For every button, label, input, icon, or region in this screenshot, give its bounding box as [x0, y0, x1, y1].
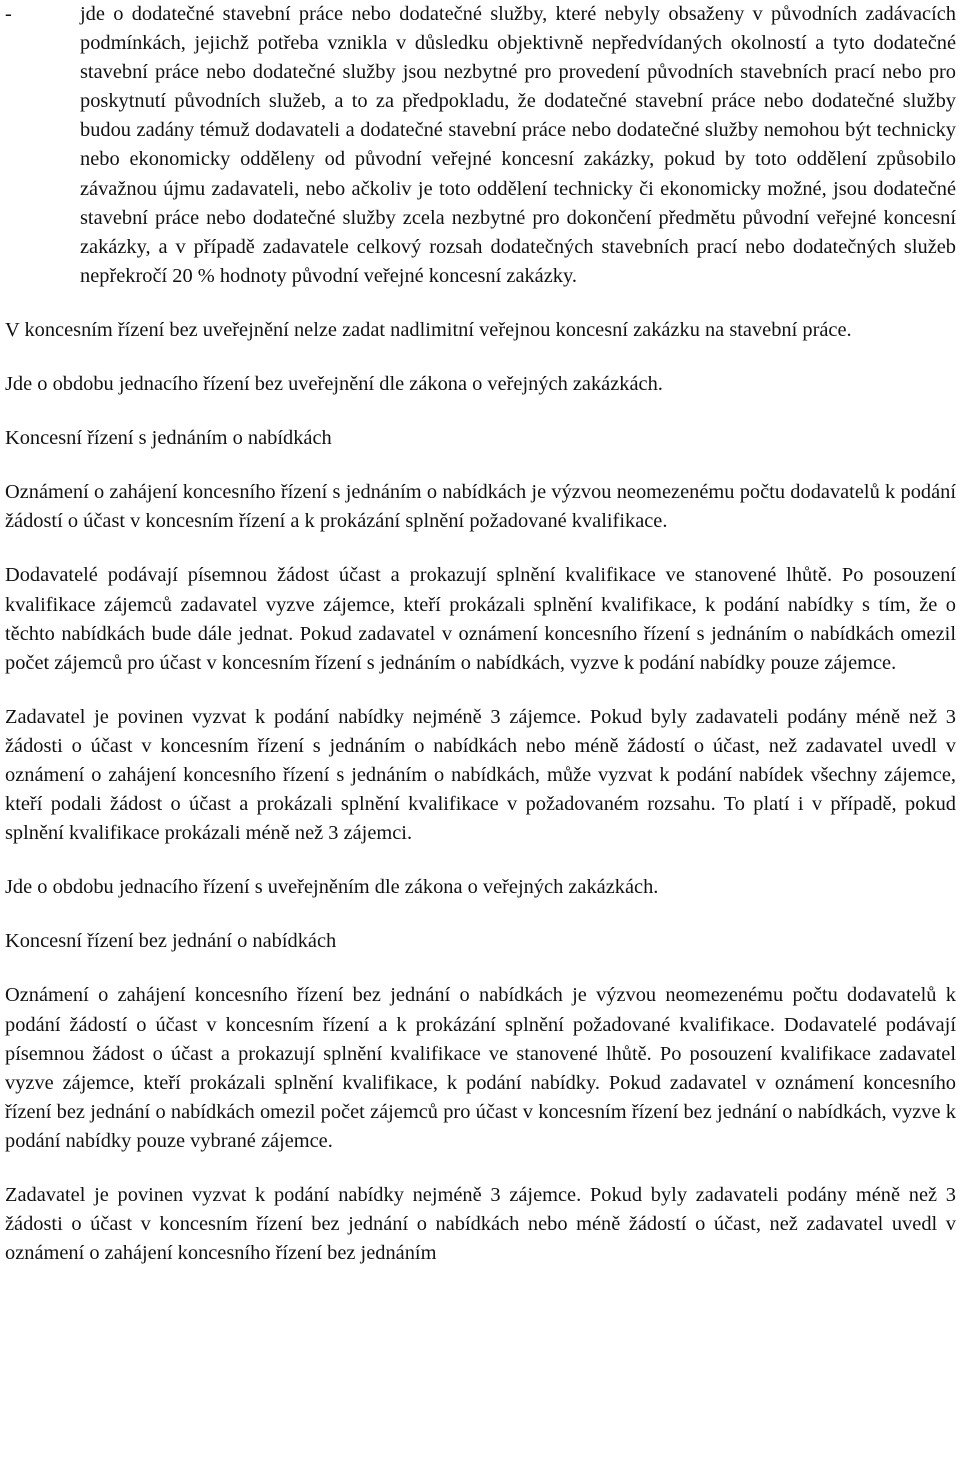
list-item	[5, 0, 956, 291]
paragraph: Jde o obdobu jednacího řízení bez uveřejnění dle zákona o veřejných zakázkách.	[5, 373, 663, 396]
paragraph: Jde o obdobu jednacího řízení s uveřejněním dle zákona o veřejných zakázkách.	[5, 876, 659, 899]
paragraph: Oznámení o zahájení koncesního řízení s jednáním o nabídkách je výzvou neomezenému počtu dodavatelů k podání žádostí o účast v koncesním řízení a k prokázání splnění požadované kvalifikace.	[5, 481, 956, 533]
paragraph: V koncesním řízení bez uveřejnění nelze zadat nadlimitní veřejnou koncesní zakázku na stavební práce.	[5, 318, 852, 341]
section-heading: Koncesní řízení s jednáním o nabídkách	[5, 427, 332, 450]
list-item-text: jde o dodatečné stavební práce nebo dodatečné služby, které nebyly obsaženy v původních zadávacích podmínkách, jejichž potřeba vznikla v důsledku objektivně nepředvídaných okolností a tyto dodatečné stavební práce nebo dodatečné služby jsou nezbytné pro provedení původních stavebních prací nebo pro poskytnutí původních služeb, a to za předpokladu, že dodatečné stavební práce nebo dodatečné služby budou zadány témuž dodavateli a dodatečné stavební práce nebo dodatečné služby nemohou být technicky nebo ekonomicky odděleny od původní veřejné koncesní zakázky, pokud by toto oddělení způsobilo závažnou újmu zadavateli, nebo ačkoliv je toto oddělení technicky či ekonomicky možné, jsou dodatečné stavební práce nebo dodatečné služby zcela nezbytné pro dokončení předmětu původní veřejné koncesní zakázky, a v případě zadavatele celkový rozsah dodatečných stavebních prací nebo dodatečných služeb nepřekročí 20 % hodnoty původní veřejné koncesní zakázky.	[80, 3, 956, 287]
paragraph: Zadavatel je povinen vyzvat k podání nabídky nejméně 3 zájemce. Pokud byly zadavateli podány méně než 3 žádosti o účast v koncesním řízení s jednáním o nabídkách nebo méně žádostí o účast, než zadavatel uvedl v oznámení o zahájení koncesního řízení s jednáním o nabídkách, může vyzvat k podání nabídek všechny zájemce, kteří podali žádost o účast a prokázali splnění kvalifikace v požadovaném rozsahu. To platí i v případě, pokud splnění kvalifikace prokázali méně než 3 zájemci.	[5, 705, 956, 845]
section-heading: Koncesní řízení bez jednání o nabídkách	[5, 930, 337, 953]
document-page	[5, 0, 956, 1268]
list-dash-marker: -	[5, 3, 12, 25]
paragraph: Dodavatelé podávají písemnou žádost účast a prokazují splnění kvalifikace ve stanovené lhůtě. Po posouzení kvalifikace zájemců zadavatel vyzve zájemce, kteří prokázali splnění kvalifikace, k podání nabídky s tím, že o těchto nabídkách bude dále jednat. Pokud zadavatel v oznámení koncesního řízení s jednáním o nabídkách omezil počet zájemců pro účast v koncesním řízení s jednáním o nabídkách, vyzve k podání nabídky pouze zájemce.	[5, 564, 956, 674]
paragraph: Oznámení o zahájení koncesního řízení bez jednání o nabídkách je výzvou neomezenému počtu dodavatelů k podání žádostí o účast v koncesním řízení a k prokázání splnění požadované kvalifikace. Dodavatelé podávají písemnou žádost o účast a prokazují splnění kvalifikace ve stanovené lhůtě. Po posouzení kvalifikace zadavatel vyzve zájemce, kteří prokázali splnění kvalifikace, k podání nabídky. Pokud zadavatel v oznámení koncesního řízení bez jednání o nabídkách omezil počet zájemců pro účast v koncesním řízení bez jednání o nabídkách, vyzve k podání nabídky pouze vybrané zájemce.	[5, 984, 956, 1152]
paragraph: Zadavatel je povinen vyzvat k podání nabídky nejméně 3 zájemce. Pokud byly zadavateli podány méně než 3 žádosti o účast v koncesním řízení bez jednání o nabídkách nebo méně žádostí o účast, než zadavatel uvedl v oznámení o zahájení koncesního řízení bez jednáním	[5, 1184, 956, 1265]
